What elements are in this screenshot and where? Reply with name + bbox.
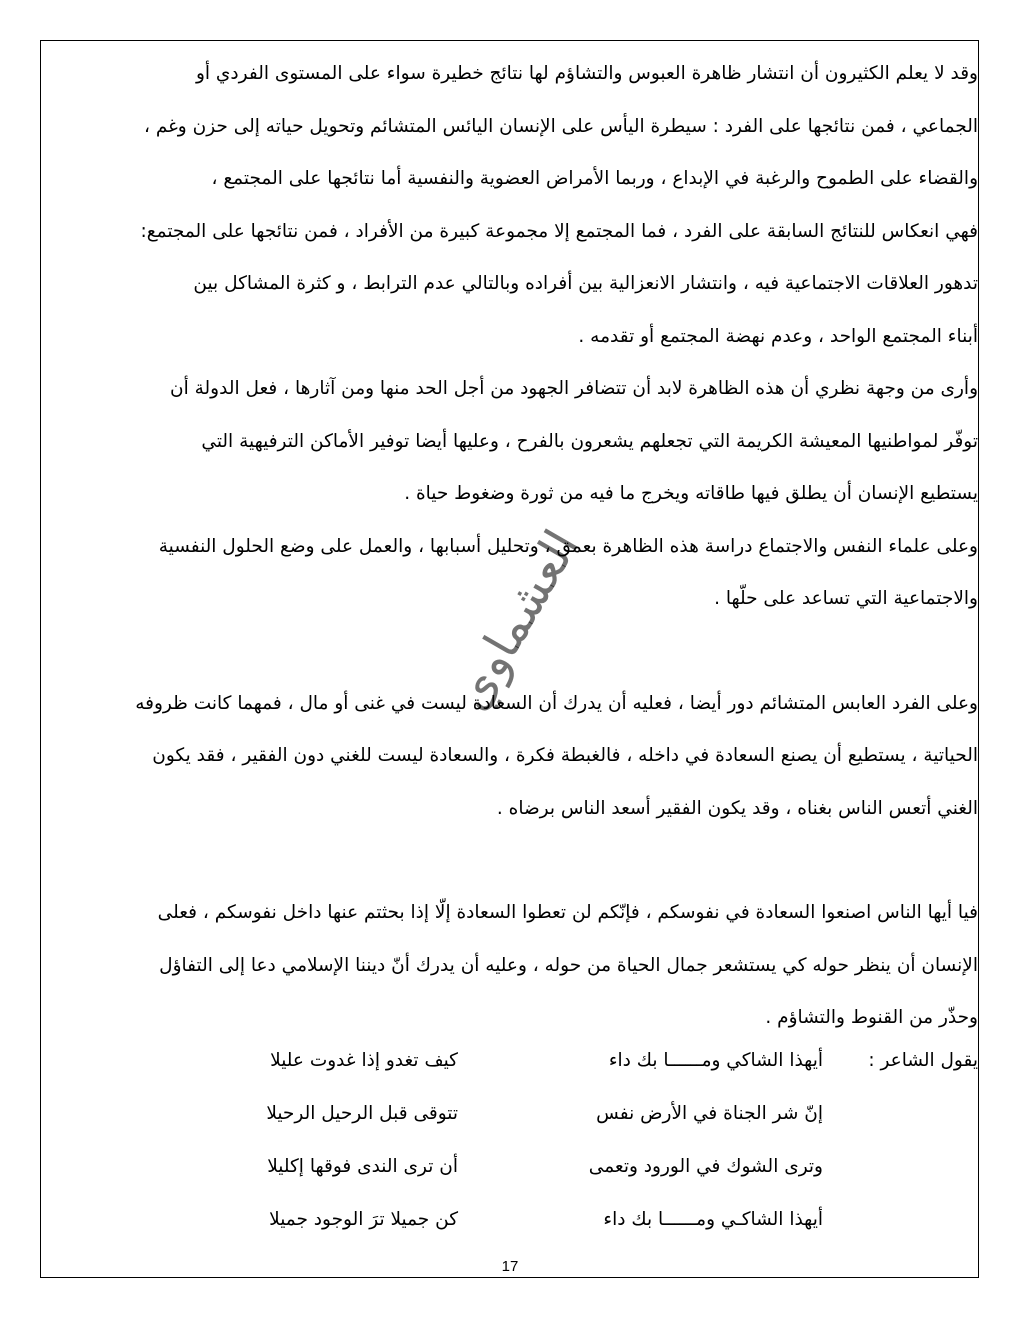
page-number: 17 (501, 1258, 519, 1275)
watermark-signature: العشماوي (443, 520, 591, 720)
verse-first-hemistich: وترى الشوك في الورود وتعمى (588, 1156, 823, 1177)
text-line: والقضاء على الطموح والرغبة في الإبداع ، وربما الأمراض العضوية والنفسية أما نتائجها على المجتمع ، (211, 168, 978, 189)
text-line: وعلى علماء النفس والاجتماع دراسة هذه الظاهرة بعمق ، وتحليل أسبابها ، والعمل على وضع الحلول النفسية (158, 535, 978, 557)
text-line: الجماعي ، فمن نتائجها على الفرد : سيطرة اليأس على الإنسان اليائس المتشائم وتحويل حياته إلى حزن وغم ، (143, 115, 978, 137)
verse-second-hemistich: كيف تغدو إذا غدوت عليلا (270, 1050, 458, 1071)
text-line: أبناء المجتمع الواحد ، وعدم نهضة المجتمع أو تقدمه . (578, 325, 978, 347)
text-line: والاجتماعية التي تساعد على حلّها . (714, 588, 978, 609)
text-line: الإنسان أن ينظر حوله كي يستشعر جمال الحياة من حوله ، وعليه أن يدرك أنّ ديننا الإسلامي دعا إلى التفاؤل (159, 954, 978, 976)
verse-first-hemistich: إنّ شر الجناة في الأرض نفس (596, 1103, 823, 1124)
text-line: يستطيع الإنسان أن يطلق فيها طاقاته ويخرج ما فيه من ثورة وضغوط حياة . (404, 483, 978, 504)
text-line: وأرى من وجهة نظري أن هذه الظاهرة لابد أن تتضافر الجهود من أجل الحد منها ومن آثارها ، فعل الدولة أن (170, 378, 978, 399)
text-line: الحياتية ، يستطيع أن يصنع السعادة في داخله ، فالغبطة فكرة ، والسعادة ليست للغني دون الفقير ، فقد يكون (152, 745, 978, 766)
verse-second-hemistich: كن جميلا ترَ الوجود جميلا (269, 1209, 458, 1230)
text-line: فيا أيها الناس اصنعوا السعادة في نفوسكم ، فإنّكم لن تعطوا السعادة إلّا إذا بحثتم عنها داخل نفوسكم ، فعلى (157, 902, 978, 923)
poem-verse (238, 1147, 978, 1187)
text-line: توفّر لمواطنيها المعيشة الكريمة التي تجعلهم يشعرون بالفرح ، وعليها أيضا توفير الأماكن الترفيهية التي (201, 430, 978, 452)
text-line: فهي انعكاس للنتائج السابقة على الفرد ، فما المجتمع إلا مجموعة كبيرة من الأفراد ، فمن نتائجها على المجتمع: (140, 220, 978, 242)
text-line: تدهور العلاقات الاجتماعية فيه ، وانتشار الانعزالية بين أفراده وبالتالي عدم الترابط ، و كثرة المشاكل بين (193, 273, 978, 294)
paragraph-gap (62, 839, 978, 891)
verse-second-hemistich: أن ترى الندى فوقها إكليلا (267, 1156, 458, 1177)
poem-verse (238, 1094, 978, 1134)
poem-verse (238, 1200, 978, 1240)
poem-intro: يقول الشاعر : (868, 1050, 978, 1071)
text-line: وحذّر من القنوط والتشاؤم . (765, 1007, 978, 1028)
poem-verse (238, 1041, 978, 1081)
verse-first-hemistich: أيهذا الشاكـي ومــــــا بك داء (603, 1209, 823, 1230)
article-body (62, 52, 978, 1049)
verse-first-hemistich: أيهذا الشاكي ومــــــا بك داء (608, 1050, 823, 1071)
text-line: وقد لا يعلم الكثيرون أن انتشار ظاهرة العبوس والتشاؤم لها نتائج خطيرة سواء على المستوى الفردي أو (195, 63, 978, 84)
verse-second-hemistich: تتوقى قبل الرحيل الرحيلا (266, 1103, 458, 1124)
text-line: وعلى الفرد العابس المتشائم دور أيضا ، فعليه أن يدرك أن السعادة ليست في غنى أو مال ، فمهما كانت ظروفه (135, 692, 978, 714)
text-line: الغني أتعس الناس بغناه ، وقد يكون الفقير أسعد الناس برضاه . (496, 797, 978, 819)
